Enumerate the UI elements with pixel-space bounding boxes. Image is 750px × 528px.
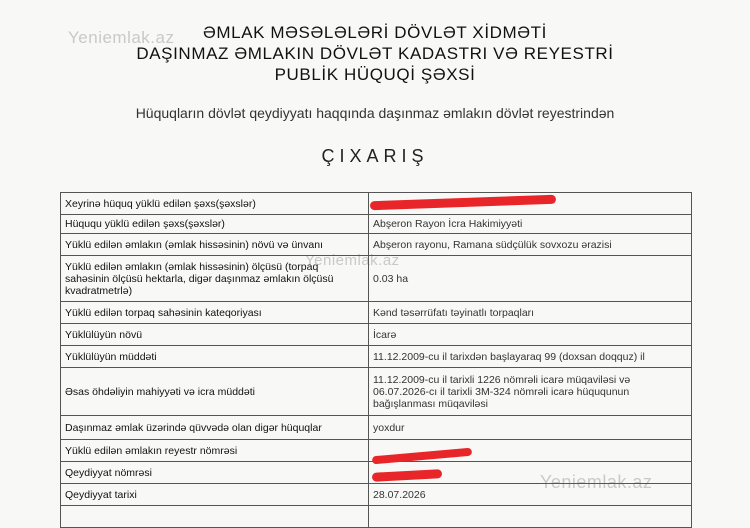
row-value: 11.12.2009-cu il tarixli 1226 nömrəli icarə müqaviləsi və 06.07.2026-cı il tarixli 3M-324 nömrəli icarə hüququnun bağışlanması müqaviləsi <box>369 368 692 416</box>
table-row <box>61 368 692 416</box>
document-header <box>0 22 750 85</box>
watermark: Yeniemlak.az <box>68 28 175 47</box>
row-key: Yüklülüyün növü <box>61 324 369 346</box>
row-value: İcarə <box>369 324 692 346</box>
row-key: Daşınmaz əmlak üzərində qüvvədə olan digər hüquqlar <box>61 416 369 440</box>
header-line-2: DAŞINMAZ ƏMLAKIN DÖVLƏT KADASTRI VƏ REYESTRİ <box>136 44 614 63</box>
row-key: Əsas öhdəliyin mahiyyəti və icra müddəti <box>61 368 369 416</box>
table-row <box>61 256 692 302</box>
row-key: Yüklü edilən əmlakın (əmlak hissəsinin) ölçüsü (torpaq sahəsinin ölçüsü hektarla, digər daşınmaz əmlakın ölçüsü kvadratmetrlə) <box>61 256 369 302</box>
table-row <box>61 484 692 506</box>
watermark: Yeniemlak.az <box>540 472 653 492</box>
table-row <box>61 234 692 256</box>
table-row <box>61 324 692 346</box>
document-subtitle: Hüquqların dövlət qeydiyyatı haqqında daşınmaz əmlakın dövlət reyestrindən <box>135 105 615 121</box>
row-value: Abşeron rayonu, Ramana südçülük sovxozu ərazisi <box>369 234 692 256</box>
row-key: Yüklü edilən əmlakın (əmlak hissəsinin) növü və ünvanı <box>61 234 369 256</box>
watermark: Yeniemlak.az <box>305 252 400 269</box>
row-key: Qeydiyyat nömrəsi <box>61 462 369 484</box>
row-value: Kənd təsərrüfatı təyinatlı torpaqları <box>369 302 692 324</box>
table-row <box>61 506 692 528</box>
row-key <box>61 506 369 528</box>
table-row <box>61 416 692 440</box>
table-row <box>61 302 692 324</box>
row-key: Hüququ yüklü edilən şəxs(şəxslər) <box>61 215 369 234</box>
row-key: Yüklü edilən əmlakın reyestr nömrəsi <box>61 440 369 462</box>
row-value: 0.03 ha <box>369 256 692 302</box>
table-row <box>61 215 692 234</box>
row-value <box>369 506 692 528</box>
row-key: Yüklü edilən torpaq sahəsinin kateqoriyası <box>61 302 369 324</box>
row-value: yoxdur <box>369 416 692 440</box>
document-title: ÇIXARIŞ <box>321 146 429 166</box>
header-line-1: ƏMLAK MƏSƏLƏLƏRİ DÖVLƏT XİDMƏTİ <box>203 23 547 42</box>
row-value: Abşeron Rayon İcra Hakimiyyəti <box>369 215 692 234</box>
table-row <box>61 346 692 368</box>
row-key: Qeydiyyat tarixi <box>61 484 369 506</box>
row-value: 28.07.2026 <box>369 484 692 506</box>
row-key: Yüklülüyün müddəti <box>61 346 369 368</box>
row-key: Xeyrinə hüquq yüklü edilən şəxs(şəxslər) <box>61 193 369 215</box>
header-line-3: PUBLİK HÜQUQİ ŞƏXSİ <box>274 65 476 84</box>
row-value: 11.12.2009-cu il tarixdən başlayaraq 99 (doxsan doqquz) il <box>369 346 692 368</box>
